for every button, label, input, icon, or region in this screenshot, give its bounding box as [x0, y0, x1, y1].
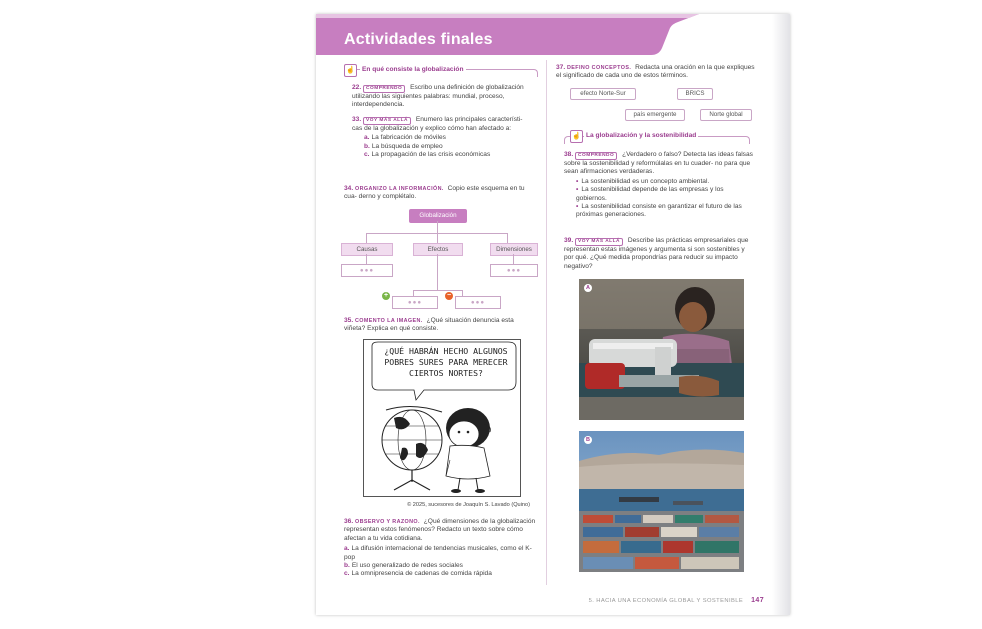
activity-34-text: Copio este esquema en tu cua- derno y complétalo. — [344, 185, 525, 201]
page-edge-shadow — [772, 14, 790, 615]
activity-33 — [352, 116, 532, 160]
activity-33-number: 33. — [352, 116, 362, 123]
banner-title: Actividades finales — [344, 31, 493, 48]
cartoon-credit: © 2025, sucesores de Joaquín S. Lavado (Quino) — [407, 502, 530, 508]
diagram-dimensiones: Dimensiones — [490, 243, 538, 256]
photo-b-container-port — [579, 431, 744, 572]
activity-38-text: ¿Verdadero o falso? Detecta las ideas falsas sobre la sostenibilidad y reformúlalas en tu cuader- no para que sean afirmaciones verdaderas. — [564, 151, 753, 176]
activity-33-item: b. La búsqueda de empleo — [364, 142, 443, 150]
activity-38-number: 38. — [564, 151, 574, 158]
diagram-causas: Causas — [341, 243, 393, 256]
hand-icon: ☝ — [344, 64, 357, 77]
activity-39-number: 39. — [564, 237, 574, 244]
activity-38-item: • La sostenibilidad es un concepto ambiental. — [576, 178, 756, 186]
diagram-connector — [507, 233, 508, 243]
activity-36-tag: OBSERVO Y RAZONO. — [355, 519, 420, 525]
activity-37-number: 37. — [556, 64, 566, 71]
diagram-root: Globalización — [409, 209, 467, 223]
activity-35 — [344, 317, 536, 334]
activity-33-item: a. La fabricación de móviles — [364, 134, 446, 142]
activity-35-number: 35. — [344, 317, 354, 324]
activity-33-tag: VOY MÁS ALLÁ — [363, 117, 411, 125]
diagram-connector — [366, 233, 508, 234]
section-title-sostenibilidad: La globalización y la sostenibilidad — [586, 132, 697, 139]
term-norte-global: Norte global — [700, 109, 752, 121]
activity-36-item: a. La difusión internacional de tendencias musicales, como el K-pop — [344, 545, 532, 561]
diagram-blank-negative: ●●● — [455, 296, 501, 309]
mafalda-cartoon — [363, 339, 521, 497]
activity-39 — [564, 237, 756, 271]
activity-33-item: c. La propagación de las crisis económicas — [364, 151, 491, 159]
activity-37-text: Redacta una oración en la que expliques el significado de cada uno de estos términos. — [556, 64, 755, 80]
section-title-globalizacion: En qué consiste la globalización — [362, 66, 464, 73]
hand-icon: ☝ — [570, 130, 583, 143]
activity-22-text: Escribo una definición de globalización utilizando las siguientes palabras: mundial, proceso, interdependencia. — [352, 84, 524, 109]
activity-34 — [344, 185, 534, 202]
diagram-efectos: Efectos — [413, 243, 463, 256]
activity-36-text: ¿Qué dimensiones de la globalización representan estos fenómenos? Redacto un texto sobre cómo afectan a tu vida cotidiana. — [344, 518, 536, 542]
diagram-connector — [513, 254, 514, 264]
activity-35-tag: COMENTO LA IMAGEN. — [355, 318, 423, 324]
activity-34-number: 34. — [344, 185, 354, 192]
activity-36-item: b. El uso generalizado de redes sociales — [344, 562, 463, 570]
activity-39-text: Describe las prácticas empresariales que representan estas imágenes y argumenta si son sostenibles y por qué. ¿Qué medida propondrías para reducir su impacto negativo? — [564, 237, 749, 270]
textbook-page — [316, 14, 790, 615]
minus-icon: − — [446, 292, 452, 299]
activity-37-tag: DEFINO CONCEPTOS. — [567, 65, 632, 71]
activity-36-item: c. La omnipresencia de cadenas de comida rápida — [344, 570, 492, 578]
speech-bubble-text: ¿QUÉ HABRÁN HECHO ALGUNOS POBRES SURES PARA MERECER CIERTOS NORTES? — [384, 346, 508, 378]
photo-b-label: B — [584, 436, 592, 444]
activity-33-text: Enumero las principales característi- cas de la globalización y explico cómo han afectado a: — [352, 116, 523, 132]
activity-38-tag: COMPRENDO — [575, 152, 617, 160]
activity-38 — [564, 151, 756, 220]
activity-22-number: 22. — [352, 84, 362, 91]
activity-38-item: • La sostenibilidad consiste en garantizar el futuro de las próximas generaciones. — [576, 203, 756, 220]
photo-a-label: A — [584, 284, 592, 292]
term-pais-emergente: país emergente — [625, 109, 685, 121]
title-banner — [316, 14, 699, 55]
page-number: 147 — [751, 597, 764, 604]
diagram-blank-causas: ●●● — [341, 264, 393, 277]
diagram-connector — [366, 233, 367, 243]
activity-34-tag: ORGANIZO LA INFORMACIÓN. — [355, 186, 444, 192]
diagram-connector — [413, 290, 462, 291]
activity-35-text: ¿Qué situación denuncia esta viñeta? Explica en qué consiste. — [344, 317, 514, 333]
activity-36 — [344, 518, 538, 579]
term-efecto-norte-sur: efecto Norte-Sur — [570, 88, 636, 100]
activity-22 — [352, 84, 532, 110]
diagram-connector — [366, 254, 367, 264]
activity-38-item: • La sostenibilidad depende de las empresas y los gobiernos. — [576, 186, 756, 203]
term-brics: BRICS — [677, 88, 713, 100]
footer-chapter: 5. HACIA UNA ECONOMÍA GLOBAL Y SOSTENIBLE — [588, 598, 744, 604]
activity-36-number: 36. — [344, 518, 354, 525]
activity-22-tag: COMPRENDO — [363, 85, 405, 93]
page-footer — [589, 597, 764, 604]
activity-37 — [556, 64, 756, 81]
diagram-connector — [437, 254, 438, 290]
photo-a-sewing-worker — [579, 279, 744, 420]
diagram-blank-dimensiones: ●●● — [490, 264, 538, 277]
activity-39-tag: VOY MÁS ALLÁ — [575, 238, 623, 246]
plus-icon: + — [383, 292, 389, 299]
diagram-blank-positive: ●●● — [392, 296, 438, 309]
column-divider — [546, 60, 547, 585]
